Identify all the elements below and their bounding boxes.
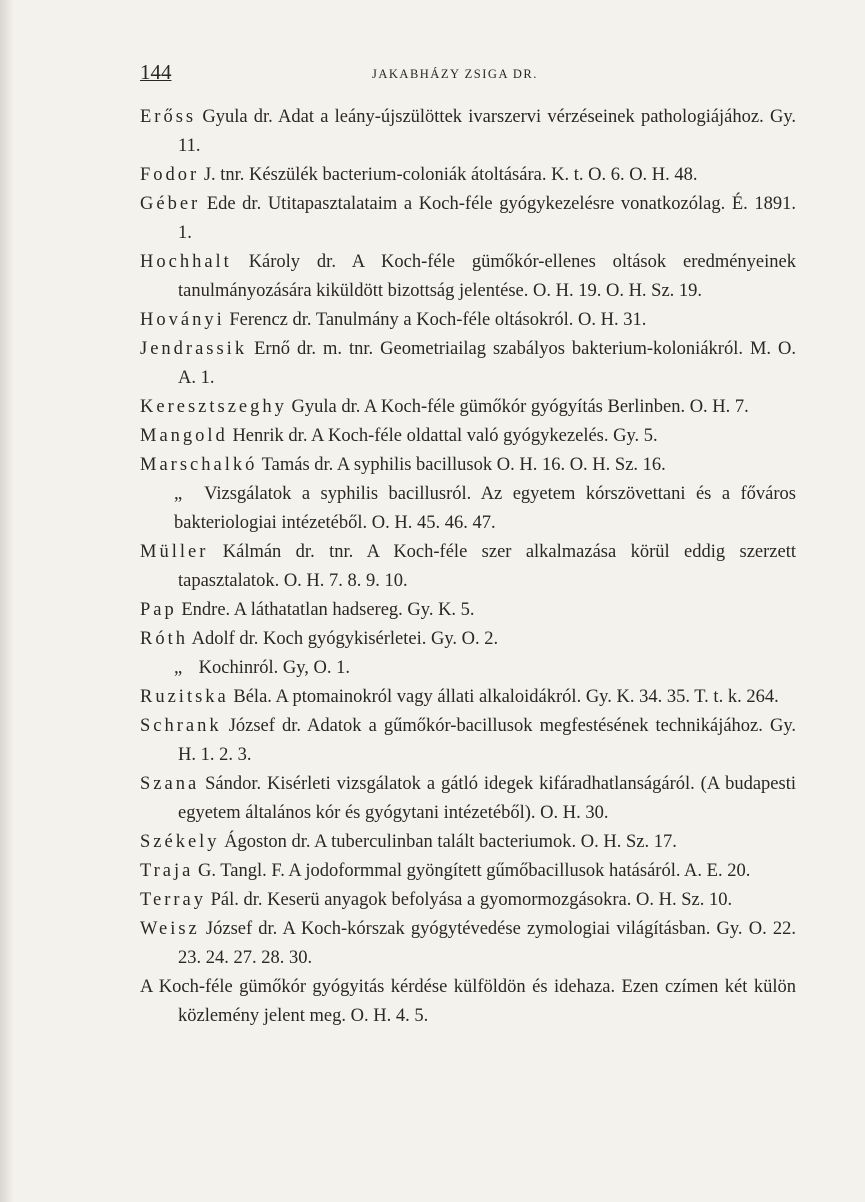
entry-text: Béla. A ptomainokról vagy állati alkaloidákról. Gy. K. 34. 35. T. t. k. 264. (228, 687, 779, 707)
entry-author: Mangold (140, 426, 228, 446)
entry-text: J. tnr. Készülék bacterium-coloniák átoltására. K. t. O. 6. O. H. 48. (199, 165, 698, 185)
bibliography-entry (140, 248, 796, 306)
entry-author: Székely (140, 832, 220, 852)
bibliography-entry (140, 596, 796, 625)
entry-author: Traja (140, 861, 194, 881)
entry-text: Henrik dr. A Koch-féle oldattal való gyógykezelés. Gy. 5. (227, 426, 658, 446)
bibliography-entry (140, 712, 796, 770)
bibliography-entry (140, 103, 796, 161)
entry-text: Károly dr. A Koch-féle gümőkór-ellenes oltások eredményeinek tanulmányozására kiküldött bizottság jelentése. O. H. 19. O. H. Sz. 19. (178, 252, 796, 301)
entry-author: Szana (140, 774, 200, 794)
entry-text: Ágoston dr. A tuberculinban talált bacteriumok. O. H. Sz. 17. (219, 832, 677, 852)
bibliography-list (140, 103, 796, 1031)
entry-author: Ruzitska (140, 687, 229, 707)
entry-text: Gyula dr. A Koch-féle gümőkór gyógyítás Berlinben. O. H. 7. (286, 397, 749, 417)
bibliography-entry (140, 828, 796, 857)
entry-author: Hoványi (140, 310, 225, 330)
entry-author: Róth (140, 629, 188, 649)
bibliography-entry (140, 683, 796, 712)
bibliography-entry (140, 770, 796, 828)
running-head: JAKABHÁZY ZSIGA DR. (372, 67, 538, 81)
entry-author: Jendrassik (140, 339, 248, 359)
entry-author: Marschalkó (140, 455, 258, 475)
bibliography-entry (140, 306, 796, 335)
page-number: 144 (140, 60, 172, 84)
entry-text: Tamás dr. A syphilis bacillusok O. H. 16. O. H. Sz. 16. (257, 455, 666, 475)
entry-text: Ernő dr. m. tnr. Geometriailag szabályos bakterium-koloniákról. M. O. A. 1. (178, 339, 796, 388)
entry-author: Géber (140, 194, 201, 214)
entry-text: Vizsgálatok a syphilis bacillusról. Az egyetem kórszövettani és a főváros bakteriologiai intézetéből. O. H. 45. 46. 47. (174, 484, 796, 533)
entry-text: Ede dr. Utitapasztalataim a Koch-féle gyógykezelésre vonatkozólag. É. 1891. 1. (178, 194, 796, 243)
entry-author: Keresztszeghy (140, 397, 287, 417)
bibliography-entry (140, 973, 796, 1031)
bibliography-entry (140, 857, 796, 886)
entry-text: Pál. dr. Keserü anyagok befolyása a gyomormozgásokra. O. H. Sz. 10. (206, 890, 733, 910)
bibliography-entry (140, 393, 796, 422)
entry-text: Kochinról. Gy, O. 1. (194, 658, 351, 678)
page-header (140, 60, 800, 90)
entry-author: Müller (140, 542, 209, 562)
bibliography-entry (140, 190, 796, 248)
bibliography-entry (140, 335, 796, 393)
bibliography-entry (140, 886, 796, 915)
bibliography-entry (140, 161, 796, 190)
entry-author: Schrank (140, 716, 222, 736)
entry-text: Endre. A láthatatlan hadsereg. Gy. K. 5. (176, 600, 475, 620)
entry-author: Hochhalt (140, 252, 232, 272)
entry-text: József dr. Adatok a gűmőkór-bacillusok megfestésének technikájához. Gy. H. 1. 2. 3. (178, 716, 796, 765)
ditto-mark: „ (174, 484, 183, 504)
bibliography-entry (140, 538, 796, 596)
page-gutter-shadow (0, 0, 14, 1202)
entry-author: Fodor (140, 165, 200, 185)
entry-text: Ferencz dr. Tanulmány a Koch-féle oltásokról. O. H. 31. (224, 310, 647, 330)
bibliography-entry (140, 451, 796, 480)
entry-text: Adolf dr. Koch gyógykisérletei. Gy. O. 2. (187, 629, 499, 649)
entry-author: Pap (140, 600, 177, 620)
entry-text: József dr. A Koch-kórszak gyógytévedése zymologiai világításban. Gy. O. 22. 23. 24. 27. 28. 30. (178, 919, 796, 968)
entry-text: Gyula dr. Adat a leány-újszülöttek ivarszervi vérzéseinek pathologiájához. Gy. 11. (178, 107, 796, 156)
entry-text: Kálmán dr. tnr. A Koch-féle szer alkalmazása körül eddig szerzett tapasztalatok. O. H. 7. 8. 9. 10. (178, 542, 796, 591)
entry-author: Erőss (140, 107, 197, 127)
bibliography-entry-ditto (140, 654, 796, 683)
ditto-mark: „ (174, 658, 183, 678)
entry-text: Sándor. Kisérleti vizsgálatok a gátló idegek kifáradhatlanságáról. (A budapesti egyetem általános kór és gyógytani intézetéből). O. H. 30. (178, 774, 796, 823)
bibliography-entry (140, 422, 796, 451)
bibliography-entry-ditto (140, 480, 796, 538)
entry-author: Weisz (140, 919, 200, 939)
bibliography-entry (140, 625, 796, 654)
entry-text: A Koch-féle gümőkór gyógyitás kérdése külföldön és idehaza. Ezen czímen két külön közlemény jelent meg. O. H. 4. 5. (140, 977, 796, 1026)
bibliography-entry (140, 915, 796, 973)
entry-text: G. Tangl. F. A jodoformmal gyöngített gűmőbacillusok hatásáról. A. E. 20. (193, 861, 751, 881)
entry-author: Terray (140, 890, 207, 910)
